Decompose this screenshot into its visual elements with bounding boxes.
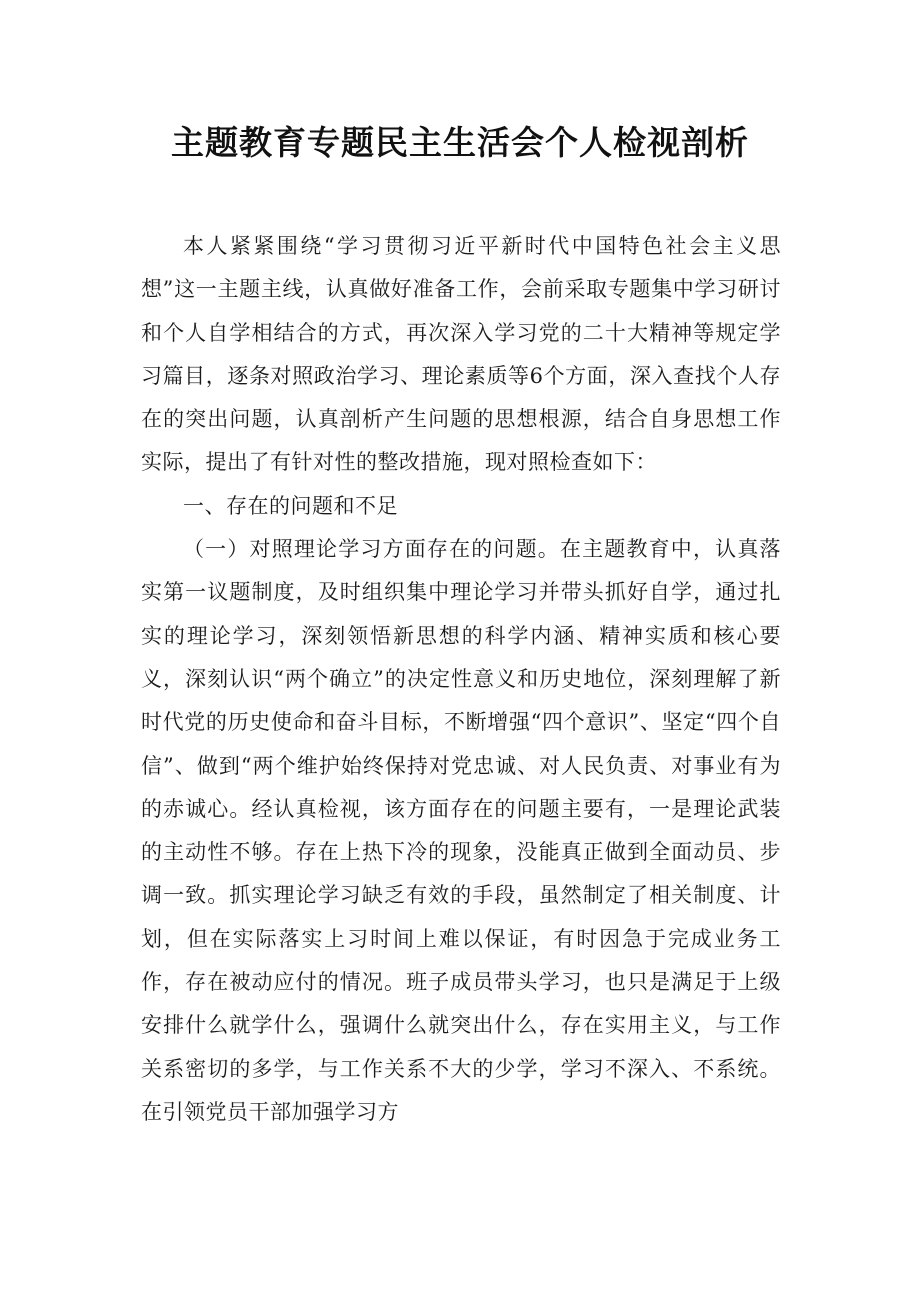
document-title: 主题教育专题民主生活会个人检视剖析 bbox=[171, 123, 749, 162]
theory-study-paragraph: （一）对照理论学习方面存在的问题。在主题教育中，认真落实第一议题制度，及时组织集中理论学习并带头抓好自学，通过扎实的理论学习，深刻领悟新思想的科学内涵、精神实质和核心要义，深刻认识“两个确立”的决定性意义和历史地位，深刻理解了新时代党的历史使命和奋斗目标，不断增强“四个意识”、坚定“四个自信”、做到“两个维护始终保持对党忠诚、对人民负责、对事业有为的赤诚心。经认真检视，该方面存在的问题主要有，一是理论武装的主动性不够。存在上热下冷的现象，没能真正做到全面动员、步调一致。抓实理论学习缺乏有效的手段，虽然制定了相关制度、计划，但在实际落实上习时间上难以保证，有时因急于完成业务工作，存在被动应付的情况。班子成员带头学习，也只是满足于上级安排什么就学什么，强调什么就突出什么，存在实用主义，与工作关系密切的多学，与工作关系不大的少学，学习不深入、不系统。在引领党员干部加强学习方 bbox=[141, 537, 781, 1124]
section-heading: 一、存在的问题和不足 bbox=[183, 493, 398, 518]
document-body bbox=[141, 225, 781, 1134]
intro-paragraph: 本人紧紧围绕“学习贯彻习近平新时代中国特色社会主义思想”这一主题主线，认真做好准备工作，会前采取专题集中学习研讨和个人自学相结合的方式，再次深入学习党的二十大精神等规定学习篇目，逐条对照政治学习、理论素质等6个方面，深入查找个人存在的突出问题，认真剖析产生问题的思想根源，结合自身思想工作实际，提出了有针对性的整改措施，现对照检查如下： bbox=[141, 234, 781, 475]
